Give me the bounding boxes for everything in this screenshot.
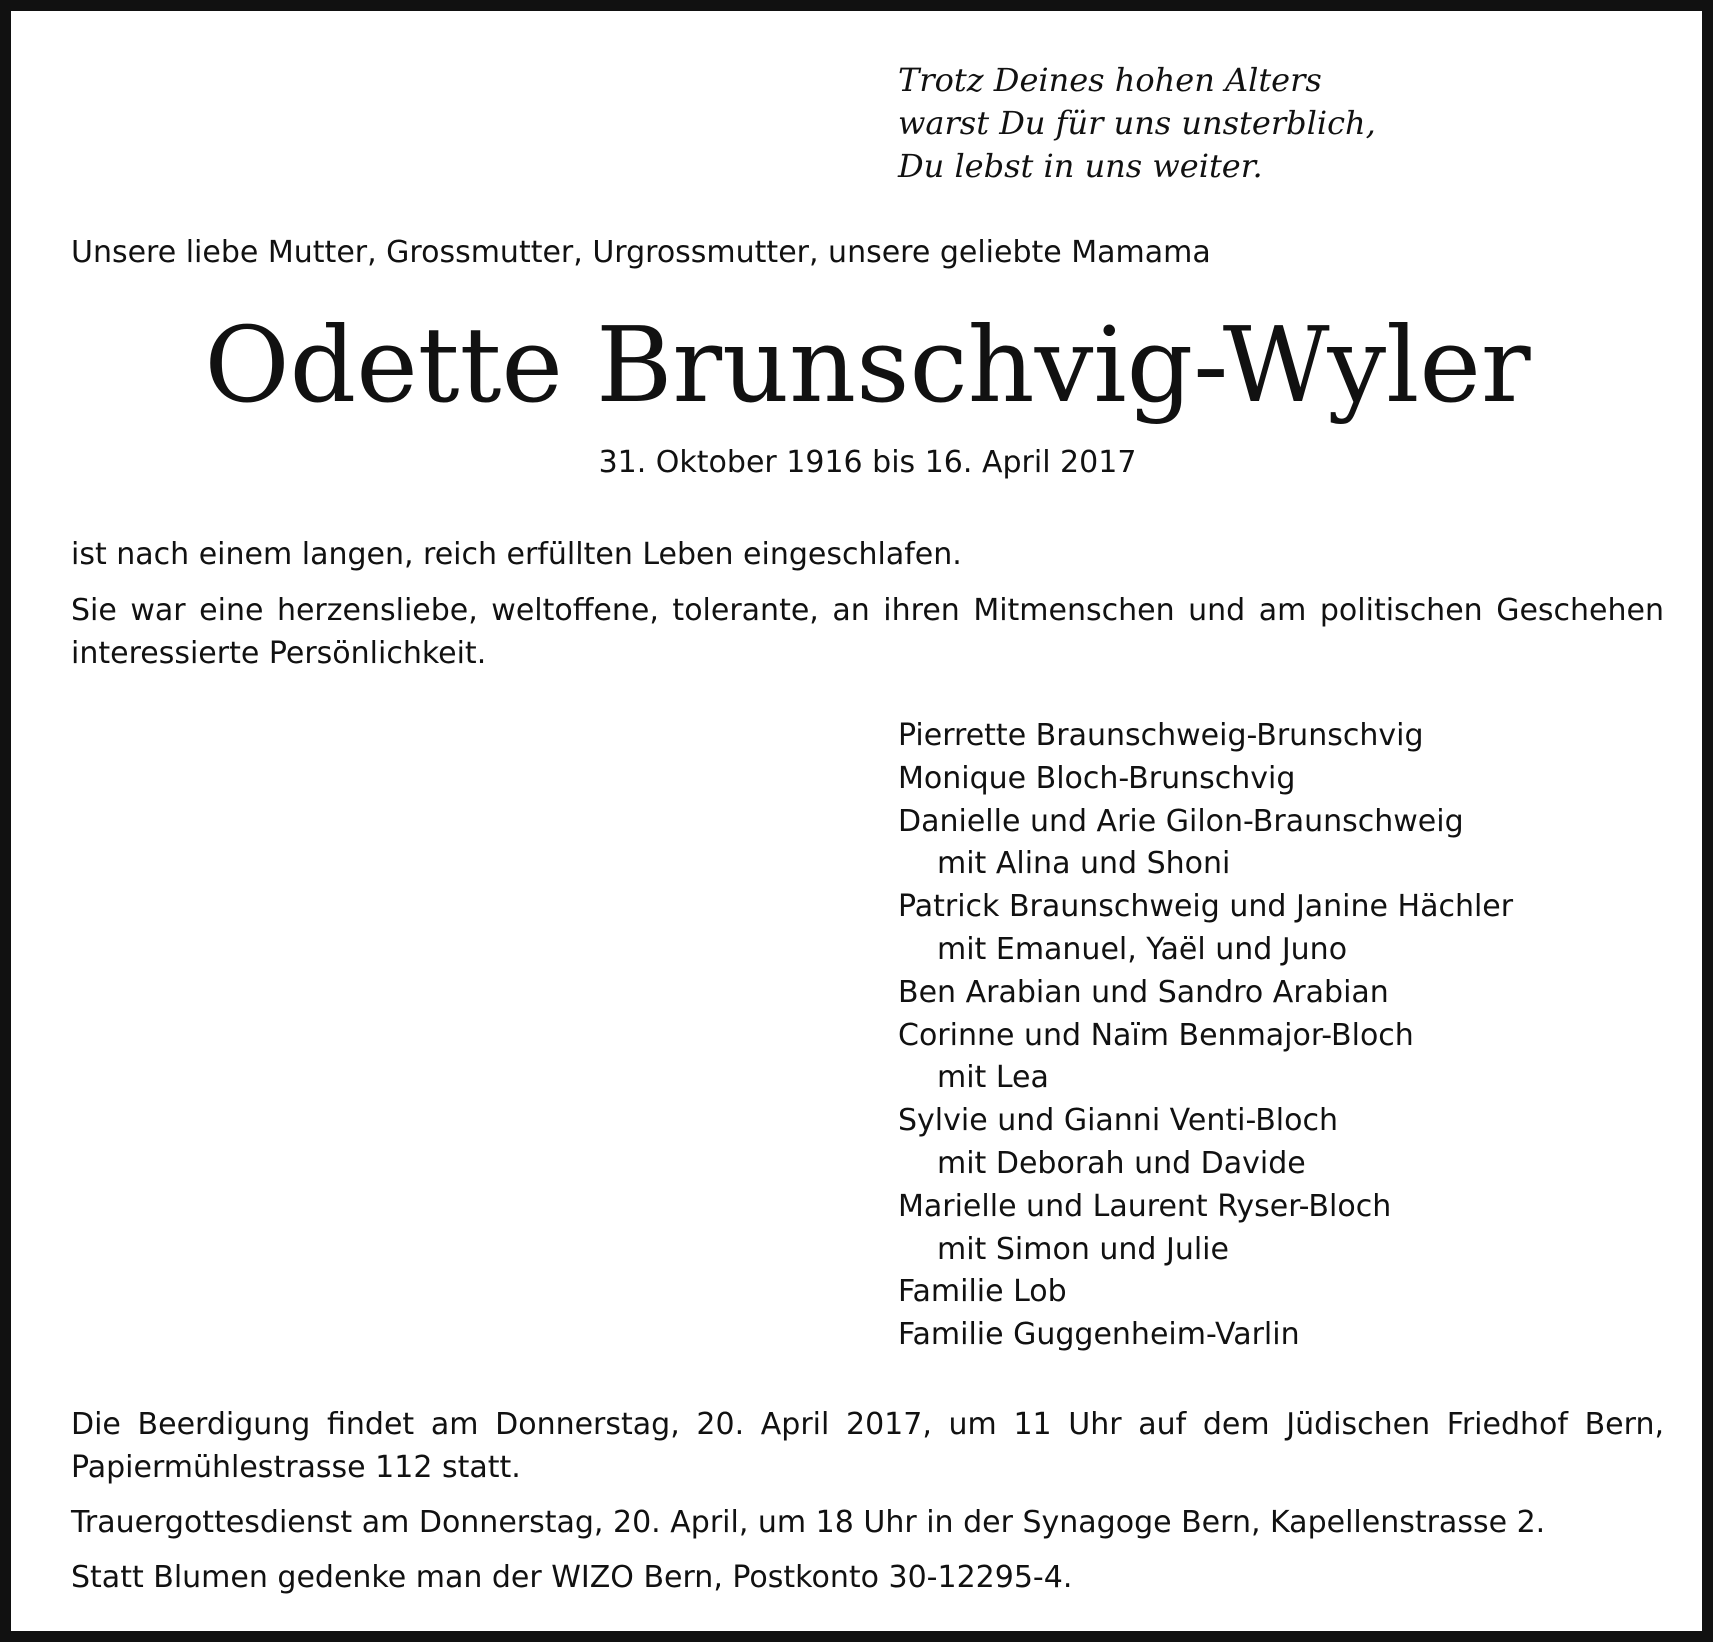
life-dates: 31. Oktober 1916 bis 16. April 2017 — [598, 445, 1137, 480]
motto-line: Trotz Deines hohen Alters — [898, 61, 1322, 99]
mourner-subline: mit Lea — [937, 1060, 1049, 1096]
mourner-entry: Danielle und Arie Gilon-Braunschweig — [898, 803, 1464, 839]
donation-notice: Statt Blumen gedenke man der WIZO Bern, Postkonto 30-12295-4. — [71, 1560, 1073, 1595]
mourner-subline: mit Emanuel, Yaël und Juno — [937, 931, 1348, 967]
deceased-name: Odette Brunschvig-Wyler — [204, 304, 1531, 426]
mourner-entry: Sylvie und Gianni Venti-Bloch — [898, 1103, 1338, 1139]
memorial-service-notice: Trauergottesdienst am Donnerstag, 20. April, um 18 Uhr in der Synagoge Bern, Kapellenstrasse 2. — [71, 1505, 1546, 1540]
mourner-entry: Pierrette Braunschweig-Brunschvig — [898, 718, 1424, 753]
mourner-entry: Monique Bloch-Brunschvig — [898, 760, 1296, 796]
mourner-entry: Corinne und Naïm Benmajor-Bloch — [898, 1017, 1414, 1053]
mourner-subline: mit Deborah und Davide — [937, 1145, 1306, 1181]
character-description: Sie war eine herzensliebe, weltoffene, tolerante, an ihren Mitmenschen und am politischen Geschehen interessierte Persönlichkeit. — [71, 593, 1664, 671]
mourner-entry: Familie Lob — [898, 1274, 1067, 1310]
mourner-entry: Familie Guggenheim-Varlin — [898, 1317, 1300, 1353]
mourner-entry: Ben Arabian und Sandro Arabian — [898, 974, 1389, 1010]
motto-line: warst Du für uns unsterblich, — [898, 104, 1376, 142]
motto-line: Du lebst in uns weiter. — [898, 147, 1263, 185]
motto-verse — [898, 59, 1376, 188]
mourner-subline: mit Simon und Julie — [937, 1231, 1229, 1267]
mourner-subline: mit Alina und Shoni — [937, 846, 1231, 882]
mourner-entry: Marielle und Laurent Ryser-Bloch — [898, 1188, 1392, 1224]
mourner-entry: Patrick Braunschweig und Janine Hächler — [898, 889, 1514, 925]
intro-text: Unsere liebe Mutter, Grossmutter, Urgrossmutter, unsere geliebte Mamama — [71, 235, 1211, 270]
passing-statement: ist nach einem langen, reich erfüllten Leben eingeschlafen. — [71, 537, 962, 572]
funeral-notice: Die Beerdigung findet am Donnerstag, 20. April 2017, um 11 Uhr auf dem Jüdischen Friedhof Bern, Papiermühlestrasse 112 statt. — [71, 1407, 1664, 1485]
mourners-list — [898, 715, 1513, 1357]
